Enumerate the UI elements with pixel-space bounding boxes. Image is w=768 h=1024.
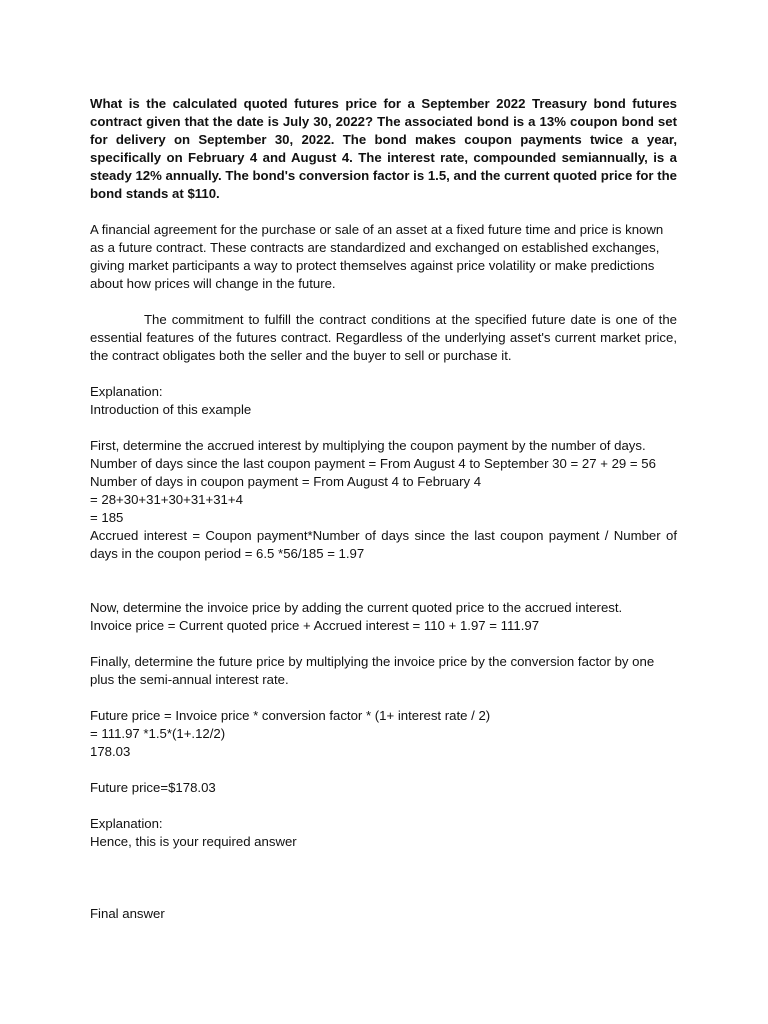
spacer (90, 851, 677, 905)
step1-line: Number of days in coupon payment = From August 4 to February 4 (90, 474, 482, 489)
spacer (90, 797, 677, 815)
future-price-result: Future price=$178.03 (90, 780, 216, 795)
spacer (90, 419, 677, 437)
step2-line: Invoice price = Current quoted price + Accrued interest = 110 + 1.97 = 111.97 (90, 618, 540, 633)
step3-line: Future price = Invoice price * conversion factor * (1+ interest rate / 2) (90, 708, 491, 723)
step3-line: 178.03 (90, 744, 131, 759)
step3-intro: Finally, determine the future price by multiplying the invoice price by the conversion factor by one plus the semi-annual interest rate. (90, 654, 655, 687)
spacer (90, 761, 677, 779)
step3-line: = 111.97 *1.5*(1+.12/2) (90, 726, 226, 741)
explanation-subheading: Introduction of this example (90, 402, 252, 417)
accrued-interest-formula: Accrued interest = Coupon payment*Number of days since the last coupon payment / Number of days in the coupon period = 6.5 *56/185 = 1.97 (90, 528, 677, 561)
explanation-heading-1: Explanation: (90, 384, 163, 399)
explanation-heading-2: Explanation: (90, 816, 163, 831)
question-text: What is the calculated quoted futures price for a September 2022 Treasury bond futures contract given that the date is July 30, 2022? The associated bond is a 13% coupon bond set for delivery on September 30, 2022. The bond makes coupon payments twice a year, specifically on February 4 and August 4. The interest rate, compounded semiannually, is a steady 12% annually. The bond's conversion factor is 1.5, and the current quoted price for the bond stands at $110. (90, 96, 677, 201)
explanation-text: Hence, this is your required answer (90, 834, 297, 849)
spacer (90, 365, 677, 383)
document-page (90, 95, 677, 923)
spacer (90, 635, 677, 653)
intro-paragraph-1: A financial agreement for the purchase or sale of an asset at a fixed future time and price is known as a future contract. These contracts are standardized and exchanged on established exchanges, giving market participants a way to protect themselves against price volatility or make predictions about how prices will change in the future. (90, 222, 664, 291)
step2-line: Now, determine the invoice price by adding the current quoted price to the accrued interest. (90, 600, 623, 615)
intro-paragraph-2: The commitment to fulfill the contract conditions at the specified future date is one of the essential features of the futures contract. Regardless of the underlying asset's current market price, the contract obligates both the seller and the buyer to sell or purchase it. (90, 312, 677, 363)
step1-line: = 185 (90, 510, 124, 525)
step1-line: Number of days since the last coupon payment = From August 4 to September 30 = 27 + 29 = 56 (90, 456, 656, 471)
final-answer-heading: Final answer (90, 906, 165, 921)
spacer (90, 293, 677, 311)
step1-line: = 28+30+31+30+31+31+4 (90, 492, 243, 507)
step1-line: First, determine the accrued interest by multiplying the coupon payment by the number of days. (90, 438, 646, 453)
spacer (90, 563, 677, 599)
spacer (90, 203, 677, 221)
spacer (90, 689, 677, 707)
